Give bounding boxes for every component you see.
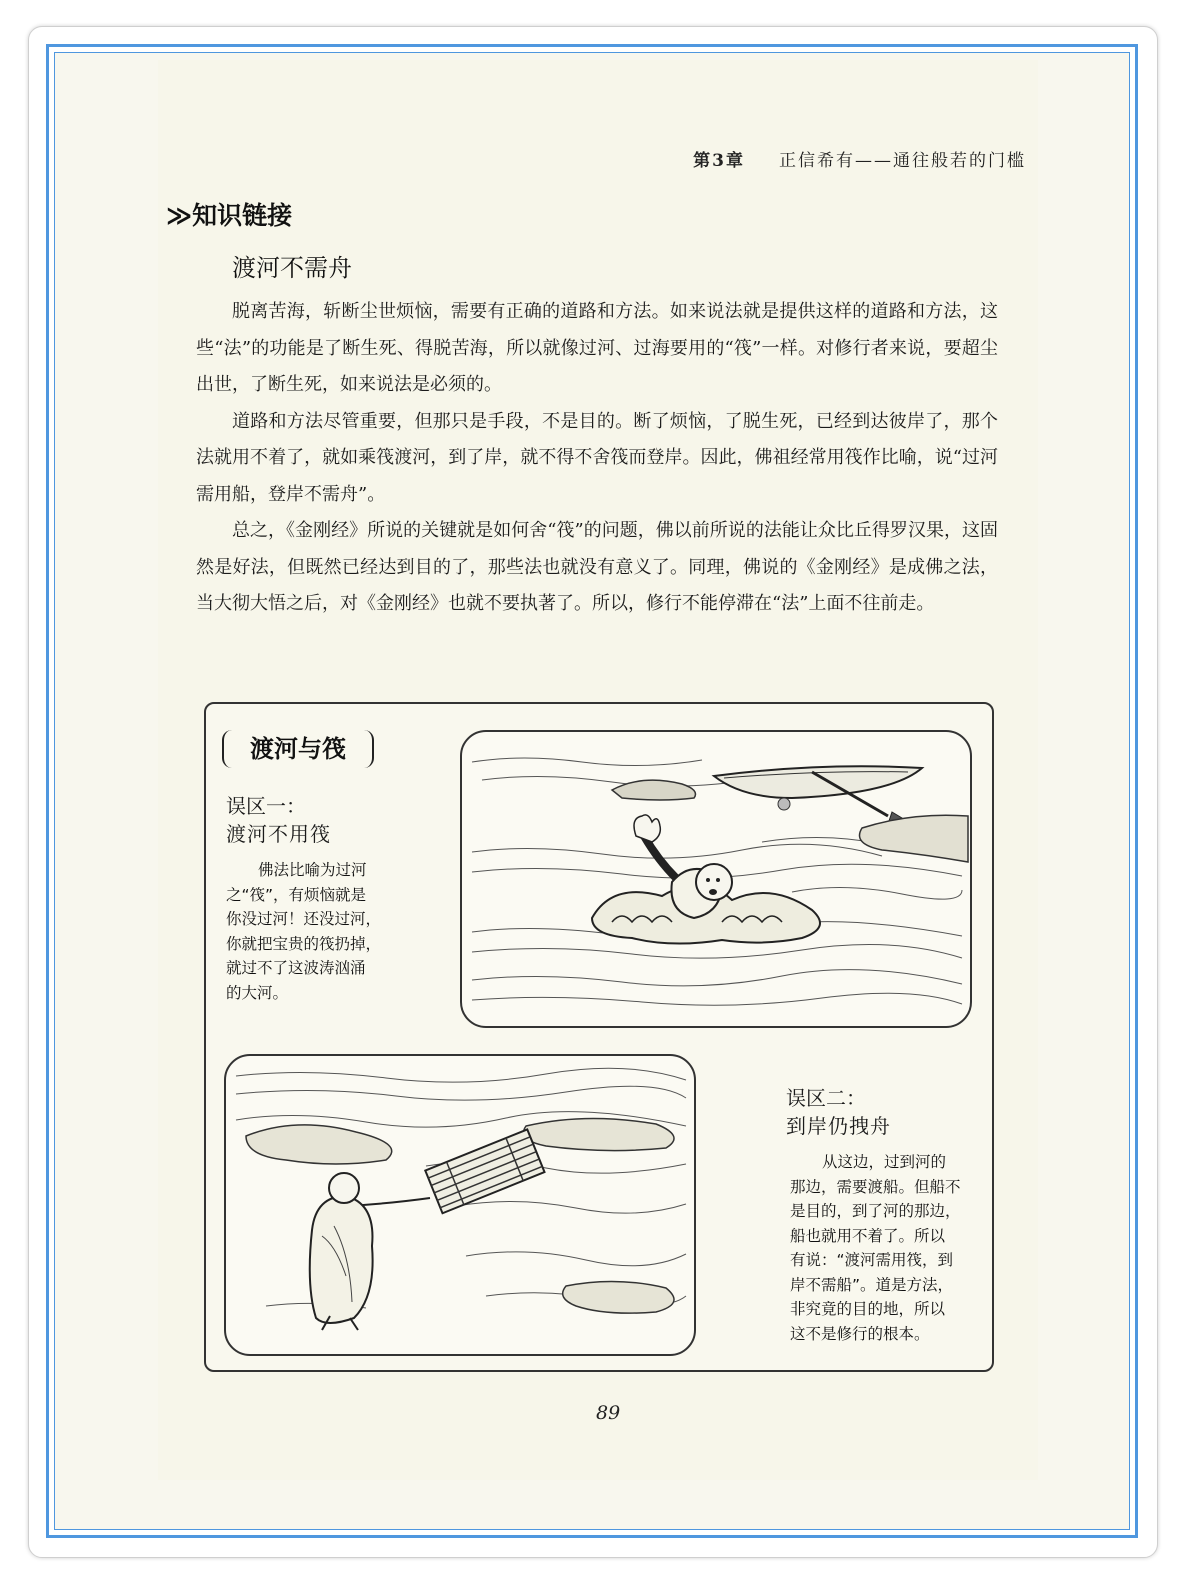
panel-title: 渡河与筏 <box>222 730 374 768</box>
myth-2-caption <box>790 1150 990 1346</box>
caption-line: 你没过河！还没过河， <box>226 910 382 928</box>
caption-line: 你就把宝贵的筏扔掉， <box>226 934 382 953</box>
paragraph-1: 脱离苦海，斩断尘世烦恼，需要有正确的道路和方法。如来说法就是提供这样的道路和方法，这些“法”的功能是了断生死、得脱苦海，所以就像过河、过海要用的“筏”一样。对修行者来说，要超尘出世，了断生死，如来说法是必须的。 <box>196 301 998 395</box>
myth-1-caption <box>226 858 426 1005</box>
caption-line: 非究竟的目的地，所以 <box>790 1300 946 1318</box>
article-subtitle: 渡河不需舟 <box>232 254 352 282</box>
illustration-dragging-raft <box>224 1054 696 1356</box>
myth-2-title: 到岸仍拽舟 <box>786 1114 891 1138</box>
caption-line: 佛法比喻为过河 <box>258 861 367 879</box>
caption-line: 岸不需船”。道是方法， <box>790 1275 954 1294</box>
paragraph-3: 总之，《金刚经》所说的关键就是如何舍“筏”的问题，佛以前所说的法能让众比丘得罗汉果，这固然是好法，但既然已经达到目的了，那些法也就没有意义了。同理，佛说的《金刚经》是成佛之法，当大彻大悟之后，对《金刚经》也就不要执著了。所以，修行不能停滞在“法”上面不往前走。 <box>196 520 998 614</box>
section-heading <box>166 196 292 232</box>
running-header <box>693 146 1026 171</box>
drowning-monk-drawing <box>462 732 970 1026</box>
caption-line: 船也就用不着了。所以 <box>790 1226 946 1245</box>
caption-line: 之“筏”，有烦恼就是 <box>226 885 367 904</box>
caption-line: 有说：“渡河需用筏，到 <box>790 1251 954 1269</box>
section-title: 知识链接 <box>192 201 293 230</box>
page-number: 89 <box>596 1402 621 1424</box>
caption-line: 从这边，过到河的 <box>822 1153 947 1171</box>
caption-line: 的大河。 <box>226 983 289 1002</box>
illustration-drowning-monk <box>460 730 972 1028</box>
double-chevron-icon: ≫ <box>166 201 193 230</box>
chapter-number: 第3章 <box>693 151 745 171</box>
dragging-raft-drawing <box>226 1056 694 1354</box>
caption-line: 那边，需要渡船。但船不 <box>790 1177 961 1196</box>
caption-line: 是目的，到了河的那边， <box>790 1202 961 1220</box>
myth-2-label: 误区二： <box>786 1086 866 1110</box>
myth-1-label: 误区一： <box>226 794 306 818</box>
myth-1-title: 渡河不用筏 <box>226 822 331 846</box>
caption-line: 这不是修行的根本。 <box>790 1324 930 1343</box>
chapter-title: 正信希有——通往般若的门槛 <box>779 151 1026 171</box>
article-body <box>196 294 998 623</box>
caption-line: 就过不了这波涛汹涌 <box>226 959 366 977</box>
paragraph-2: 道路和方法尽管重要，但那只是手段，不是目的。断了烦恼，了脱生死，已经到达彼岸了，那个法就用不着了，就如乘筏渡河，到了岸，就不得不舍筏而登岸。因此，佛祖经常用筏作比喻，说“过河需用船，登岸不需舟”。 <box>196 410 998 505</box>
